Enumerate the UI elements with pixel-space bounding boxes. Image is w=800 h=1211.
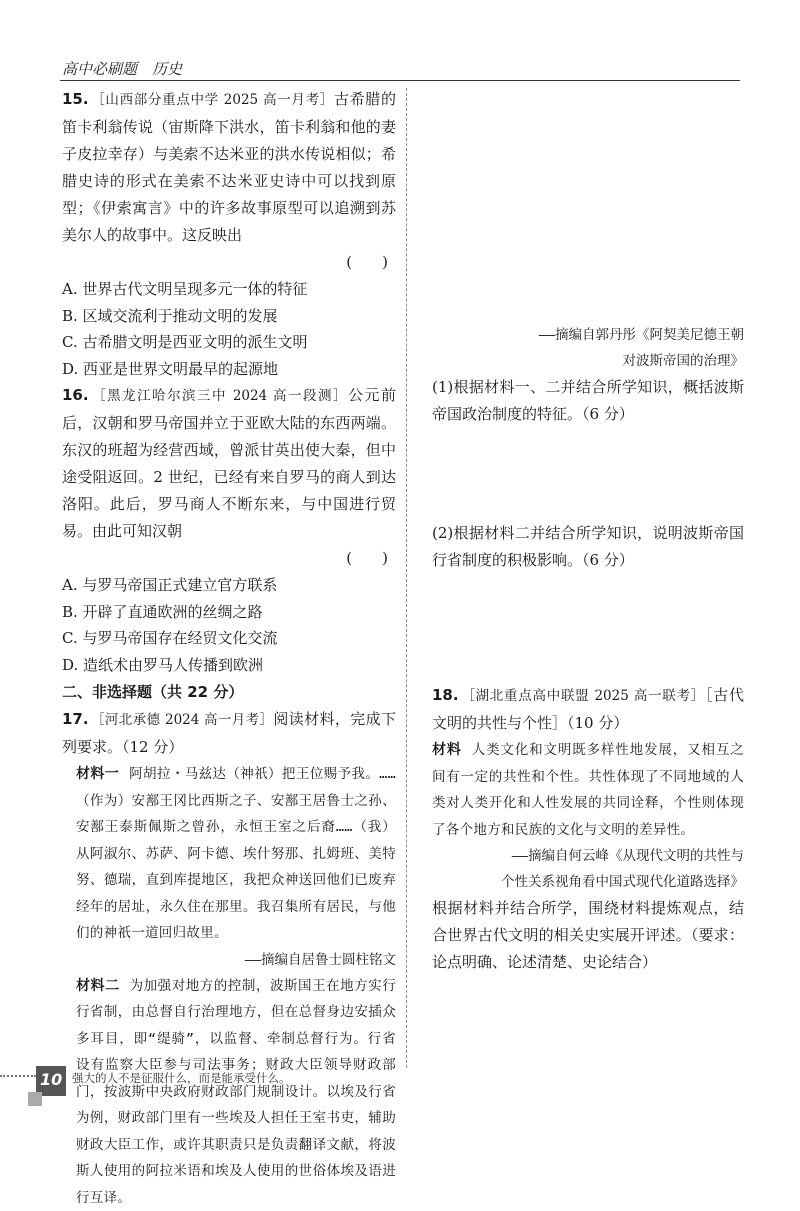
material-text: 人类文化和文明既多样性地发展，又相互之间有一定的共性和个性。共性体现了不同地域的人类对人类开化和人性发展的共同诠释，个性则体现了各个地方和民族的文化与文明的差异性。 (432, 742, 744, 838)
question-stem: 古希腊的笛卡利翁传说（宙斯降下洪水，笛卡利翁和他的妻子皮拉幸存）与美索不达米亚的洪水传说相似；希腊史诗的形式在美索不达米亚史诗中可以找到原型；《伊索寓言》中的许多故事原型可以追溯到苏美尔人的故事中。这反映出 (62, 90, 396, 244)
answer-space[interactable] (432, 574, 744, 682)
left-column (62, 86, 396, 1211)
option-c: C. 古希腊文明是西亚文明的派生文明 (62, 329, 396, 356)
question-number: 18. (432, 686, 459, 704)
sub-question-2: (2)根据材料二并结合所学知识，说明波斯帝国行省制度的积极影响。（6 分） (432, 520, 744, 574)
question-number: 16. (62, 386, 89, 404)
question-17 (62, 706, 396, 1211)
section-heading: 二、非选择题（共 22 分） (62, 678, 396, 706)
material-two-continuation-space (432, 86, 744, 322)
header-rule (60, 80, 740, 81)
question-number: 15. (62, 90, 89, 108)
option-b: B. 区域交流利于推动文明的发展 (62, 303, 396, 330)
question-source: ［河北承德 2024 高一月考］ (91, 712, 274, 728)
material-attribution: ——摘编自居鲁士圆柱铭文 (62, 947, 396, 973)
footer-quote: 强大的人不是征服什么，而是能承受什么。 (72, 1070, 291, 1086)
column-divider (406, 88, 407, 1068)
question-stem: ［古代文明的共性与个性］（10 分） (432, 686, 744, 732)
right-column (432, 86, 744, 976)
answer-space[interactable] (432, 428, 744, 520)
material-text: 阿胡拉・马兹达（神祇）把王位赐予我。……（作为）安鄯王冈比西斯之子、安鄯王居鲁士之孙、安鄯王泰斯佩斯之曾孙，永恒王室之后裔……（我）从阿淑尔、苏萨、阿卡德、埃什努那、扎姆班、美特努、德瑞，直到库提地区，我把众神送回他们已废弃经年的居址，永久住在那里。我召集所有居民，与他们的神祇一道回归故里。 (76, 766, 396, 941)
material-attribution-cont: 个性关系视角看中国式现代化道路选择》 (432, 869, 744, 895)
answer-blank: ( ) (62, 249, 396, 276)
question-stem: 公元前后，汉朝和罗马帝国并立于亚欧大陆的东西两端。东汉的班超为经营西域，曾派甘英出使大秦，但中途受阻返回。2 世纪，已经有来自罗马的商人到达洛阳。此后，罗马商人不断东来，与中国进行贸易。由此可知汉朝 (62, 386, 396, 540)
question-stem: 阅读材料，完成下列要求。（12 分） (62, 710, 396, 756)
sub-question-1: (1)根据材料一、二并结合所学知识，概括波斯帝国政治制度的特征。（6 分） (432, 374, 744, 428)
option-c: C. 与罗马帝国存在经贸文化交流 (62, 625, 396, 652)
question-16 (62, 382, 396, 678)
material-attribution-cont: 对波斯帝国的治理》 (432, 348, 744, 374)
question-15 (62, 86, 396, 382)
question-source: ［湖北重点高中联盟 2025 高一联考］ (461, 688, 705, 704)
running-header: 高中必刷题 历史 (62, 58, 182, 79)
option-d: D. 西亚是世界文明最早的起源地 (62, 356, 396, 383)
material-attribution: ——摘编自何云峰《从现代文明的共性与 (432, 843, 744, 869)
material-label: 材料一 (76, 766, 119, 782)
material-one (62, 761, 396, 947)
material-label: 材料二 (76, 978, 120, 994)
question-number: 17. (62, 710, 89, 728)
option-a: A. 世界古代文明呈现多元一体的特征 (62, 276, 396, 303)
footer-decoration (28, 1092, 42, 1106)
footer-dots (0, 1075, 36, 1077)
question-18 (432, 682, 744, 976)
answer-blank: ( ) (62, 545, 396, 572)
material-text: 为加强对地方的控制，波斯国王在地方实行行省制，由总督自行治理地方，但在总督身边安插众多耳目，即“缇骑”，以监督、牵制总督行为。行省设有监察大臣参与司法事务；财政大臣领导财政部门，按波斯中央政府财政部门规制设计。以埃及行省为例，财政部门里有一些埃及人担任王室书吏，辅助财政大臣工作，或许其职责只是负责翻译文献，将波斯人使用的阿拉米语和埃及人使用的世俗体埃及语进行互译。 (76, 978, 396, 1206)
option-a: A. 与罗马帝国正式建立官方联系 (62, 572, 396, 599)
material-label: 材料 (432, 742, 462, 758)
material-two (62, 973, 396, 1211)
option-d: D. 造纸术由罗马人传播到欧洲 (62, 652, 396, 679)
question-source: ［黑龙江哈尔滨三中 2024 高一段测］ (91, 388, 348, 404)
material-attribution: ——摘编自郭丹彤《阿契美尼德王朝 (432, 322, 744, 348)
question-task: 根据材料并结合所学，围绕材料提炼观点，结合世界古代文明的相关史实展开评述。（要求：论点明确、论述清楚、史论结合） (432, 895, 744, 976)
page-number: 10 (40, 1070, 62, 1089)
question-source: ［山西部分重点中学 2025 高一月考］ (91, 92, 334, 108)
material (432, 737, 744, 843)
option-b: B. 开辟了直通欧洲的丝绸之路 (62, 599, 396, 626)
